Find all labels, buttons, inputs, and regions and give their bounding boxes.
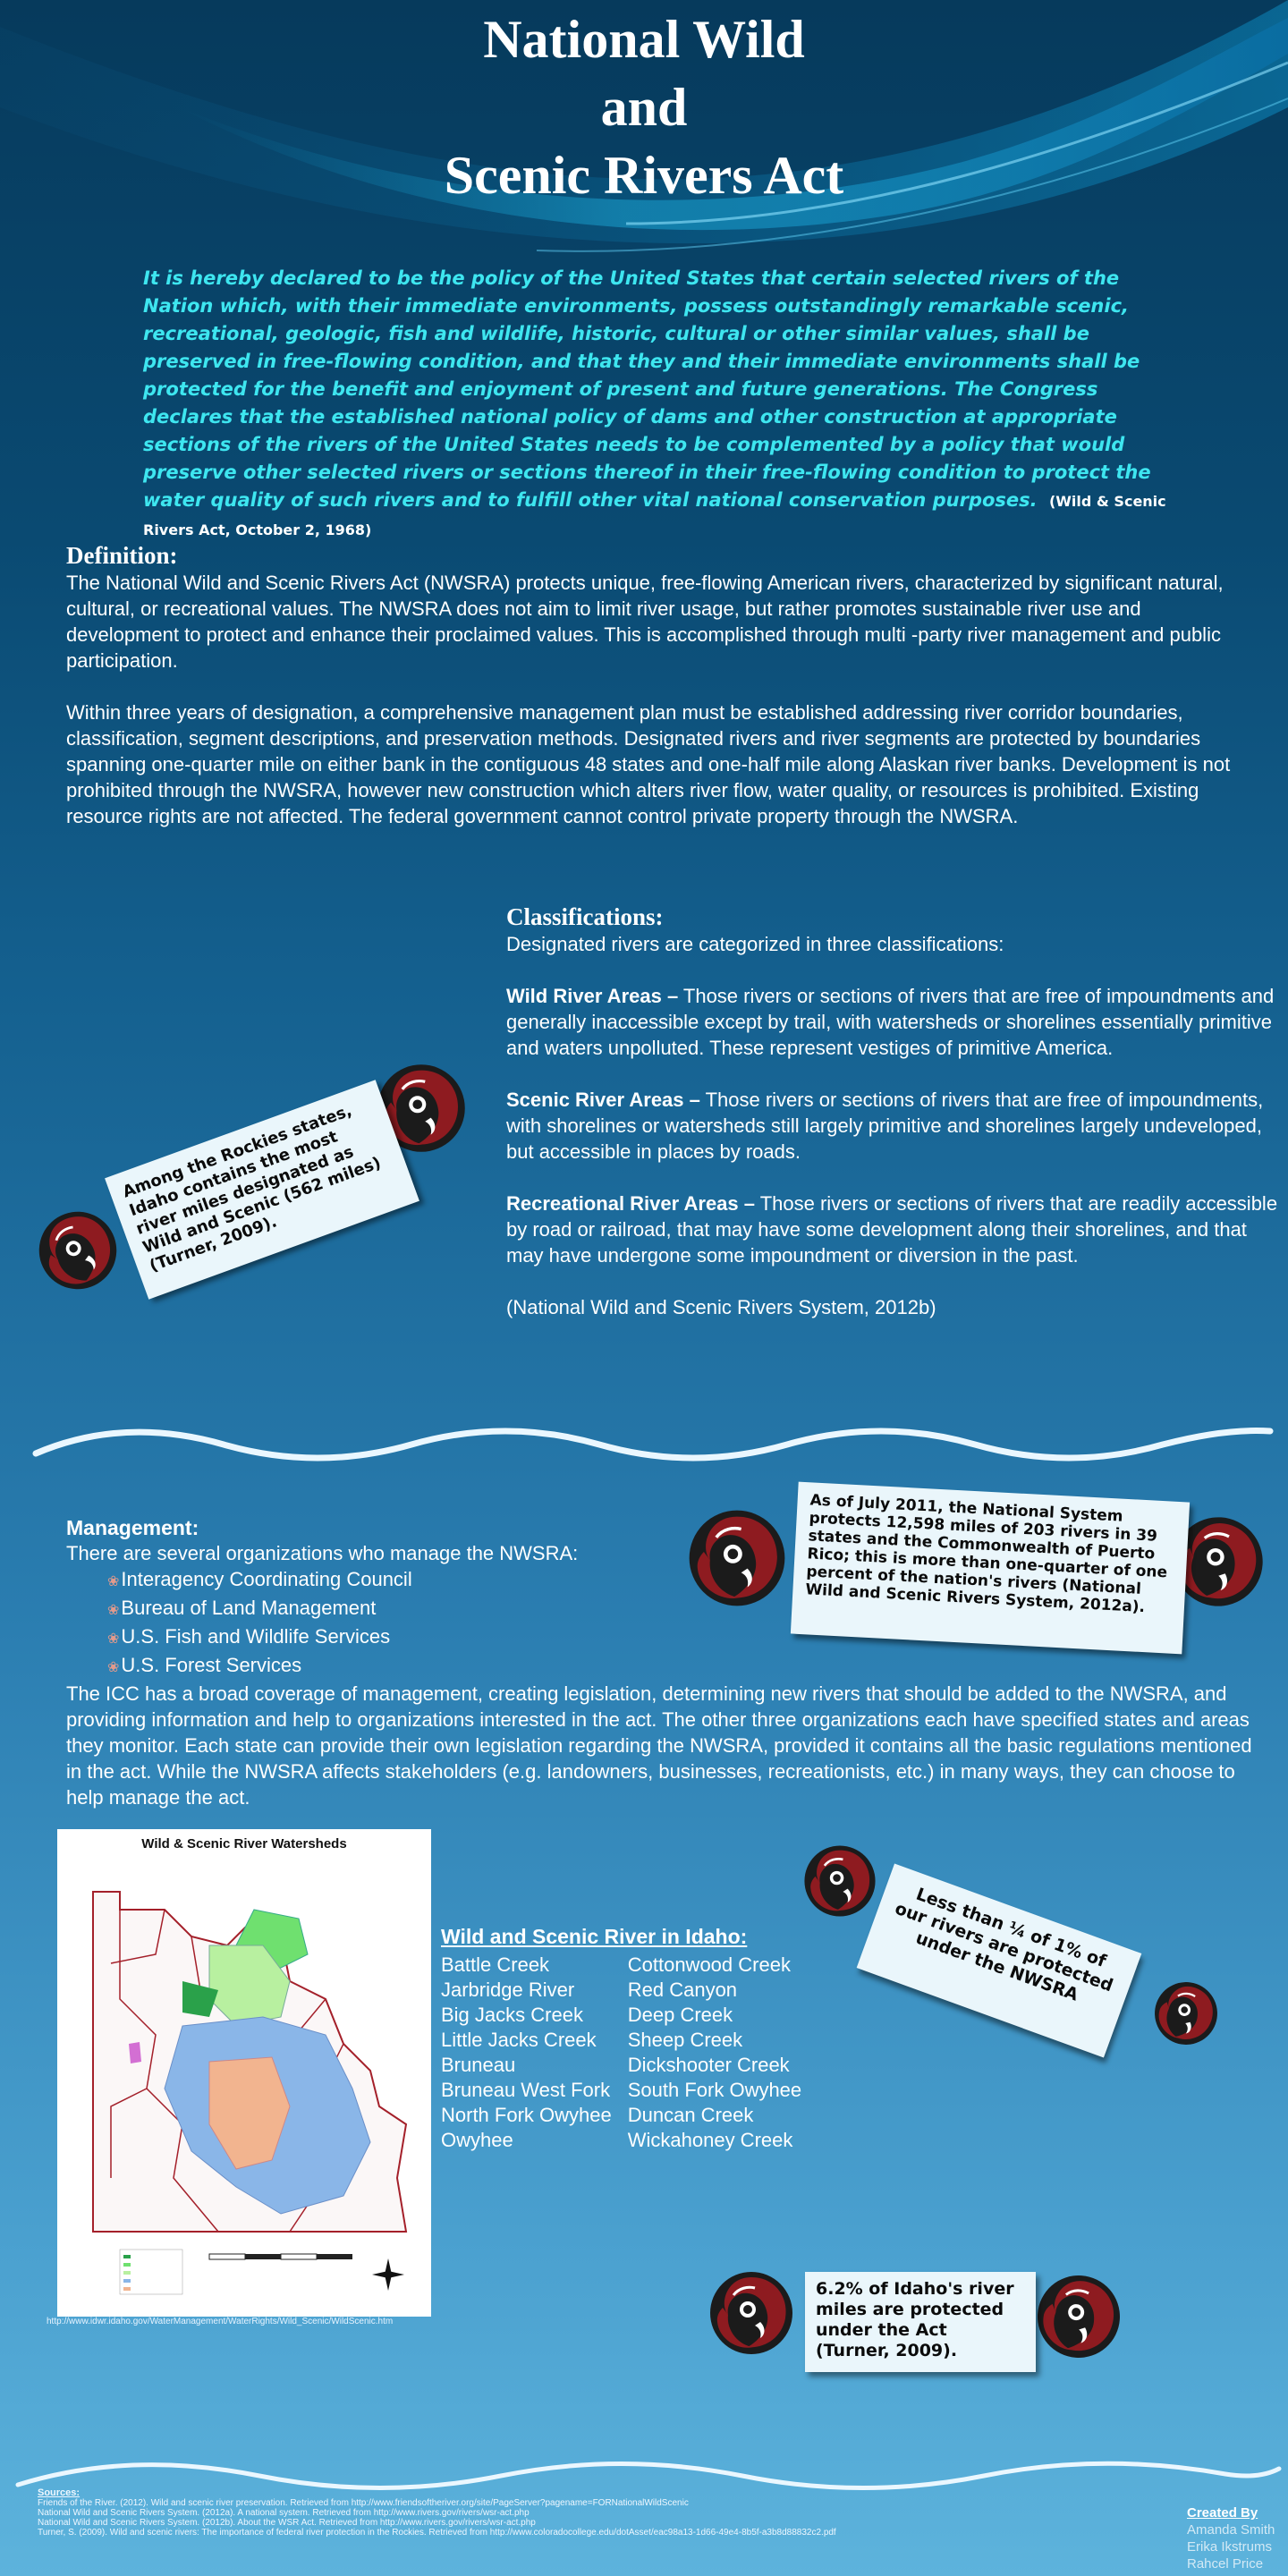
table-row <box>441 2103 818 2128</box>
classification-label: Scenic River Areas – <box>506 1089 700 1111</box>
river-name: Bruneau West Fork <box>441 2079 611 2101</box>
idaho-rivers-heading: Wild and Scenic River in Idaho: <box>441 1925 748 1948</box>
river-name: Wickahoney Creek <box>627 2129 793 2151</box>
river-name: Battle Creek <box>441 1953 550 1976</box>
classifications-citation: (National Wild and Scenic Rivers System, 2012b) <box>506 1296 936 1318</box>
north-arrow-icon <box>370 2257 406 2292</box>
management-body: The ICC has a broad coverage of management, creating legislation, determining new rivers that should be added to the NWSRA, and providing information and help to organizations interested in the act. The other three organizations each have specified states and areas they monitor. Each state can provide their own legislation regarding the NWSRA, provided it contains all the basic regulations mentioned in the act. While the NWSRA affects stakeholders (e.g. landowners, businesses, recreationists, etc.) in many ways, they can choose to help manage the act. <box>66 1682 1252 1809</box>
table-row <box>441 2128 818 2153</box>
table-row <box>441 2003 818 2028</box>
credits-heading: Created By <box>1187 2505 1258 2521</box>
classification-wild <box>506 983 1284 1061</box>
author-name: Amanda Smith <box>1187 2522 1275 2538</box>
page-title <box>0 5 1288 209</box>
river-name: Bruneau <box>441 2054 516 2076</box>
table-row <box>441 2078 818 2103</box>
author-name: Rahcel Price <box>1187 2556 1264 2572</box>
salmon-emblem-icon <box>707 2268 796 2358</box>
organization-name: U.S. Forest Services <box>121 1654 302 1676</box>
map-title: Wild & Scenic River Watersheds <box>141 1836 347 1852</box>
classifications-intro: Designated rivers are categorized in three classifications: <box>506 933 1004 955</box>
definition-section <box>66 542 1247 829</box>
river-name: Sheep Creek <box>627 2029 743 2051</box>
source-entry: Friends of the River. (2012). Wild and scenic river preservation. Retrieved from http://www.friendsoftheriver.org/site/PageServer?pagename=FORNationalWildScenic <box>38 2498 689 2508</box>
list-item <box>107 1623 1256 1652</box>
idaho-rivers-section <box>441 1925 843 2153</box>
sources-section <box>38 2488 1156 2538</box>
table-row <box>441 1953 818 1978</box>
list-item <box>107 1566 1256 1595</box>
declaration-citation: (Wild & Scenic Rivers Act, October 2, 1968) <box>143 493 1166 538</box>
callout-less-than: Less than ¼ of 1% of our rivers are protected under the NWSRA <box>857 1863 1142 2057</box>
title-line-1: National Wild <box>483 10 805 69</box>
flower-bullet-icon: ❀ <box>107 1660 120 1675</box>
policy-declaration <box>143 265 1172 544</box>
map-source-url: http://www.idwr.idaho.gov/WaterManagement/WaterRights/Wild_Scenic/WildScenic.htm <box>47 2317 394 2326</box>
watershed-map <box>57 1829 431 2317</box>
river-name: North Fork Owyhee <box>441 2104 612 2126</box>
classification-label: Recreational River Areas – <box>506 1192 755 1215</box>
river-name: Dickshooter Creek <box>627 2054 790 2076</box>
classification-text: Those rivers or sections of rivers that are free of impoundments, with shorelines or watersheds still largely primitive and shorelines largely undeveloped, but accessible in places by roads. <box>506 1089 1264 1163</box>
classifications-heading: Classifications: <box>506 903 664 930</box>
callout-idaho-percentage: 6.2% of Idaho's river miles are protected under the Act (Turner, 2009). <box>805 2272 1036 2372</box>
list-item <box>107 1595 1256 1623</box>
wave-divider <box>0 1422 1288 1467</box>
river-name: Duncan Creek <box>627 2104 754 2126</box>
definition-paragraph-2: Within three years of designation, a comprehensive management plan must be established addressing river corridor boundaries, classification, segment descriptions, and preservation methods. Designated rivers and river segments are protected by boundaries spanning one-quarter mile on either bank in the contiguous 48 states and one-half mile along Alaskan river banks. Development is not prohibited through the NWSRA, however new construction which alters river flow, water quality, or resources is prohibited. Existing resource rights are not affected. The federal government cannot control private property through the NWSRA. <box>66 701 1231 827</box>
callout-rockies: Among the Rockies states, Idaho contains the most river miles designated as Wild and Scenic (562 miles) (Turner, 2009). <box>105 1080 419 1299</box>
river-name: Deep Creek <box>627 2004 733 2026</box>
sources-heading: Sources: <box>38 2487 80 2498</box>
management-intro: There are several organizations who manage the NWSRA: <box>66 1542 579 1564</box>
river-name: Big Jacks Creek <box>441 2004 583 2026</box>
classification-scenic <box>506 1087 1284 1165</box>
definition-paragraph-1: The National Wild and Scenic Rivers Act (NWSRA) protects unique, free-flowing American rivers, characterized by significant natural, cultural, or recreational values. The NWSRA does not aim to limit river usage, but rather promotes sustainable river use and development to protect and enhance their proclaimed values. This is accomplished through multi -party river management and public participation. <box>66 572 1224 672</box>
salmon-emblem-icon <box>1152 1975 1220 2052</box>
idaho-rivers-table <box>441 1953 818 2153</box>
river-name: South Fork Owyhee <box>627 2079 802 2101</box>
source-entry: Turner, S. (2009). Wild and scenic rivers: The importance of federal river protection in the Rockies. Retrieved from http://www.coloradocollege.edu/dotAsset/eac98a13-1d66-49e4-8b5f-a3b8d88832c2.pdf <box>38 2528 836 2538</box>
list-item <box>107 1652 1256 1681</box>
river-name: Cottonwood Creek <box>627 1953 791 1976</box>
table-row <box>441 1978 818 2003</box>
classifications-section <box>506 903 1284 1346</box>
author-name: Erika Ikstrums <box>1187 2539 1273 2555</box>
declaration-text: It is hereby declared to be the policy of the United States that certain selected rivers of the Nation which, with their immediate environments, possess outstandingly remarkable scenic, recreational, geologic, fish and wildlife, historic, cultural or other similar values, shall be preserved in free-flowing condition, and that they and their immediate environments shall be protected for the benefit and enjoyment of present and future generations. The Congress declares that the established national policy of dams and other construction at appropriate sections of the rivers of the United States needs to be complemented by a policy that would preserve other selected rivers or sections thereof in their free-flowing condition to protect the water quality of such rivers and to fulfill other vital national conservation purposes. <box>143 267 1151 511</box>
idaho-map-graphic <box>57 1856 431 2317</box>
table-row <box>441 2028 818 2053</box>
classification-text: Those rivers or sections of rivers that are free of impoundments and generally inaccessible except by trail, with watersheds or shorelines essentially primitive and waters unpolluted. These represent vestiges of primitive America. <box>506 985 1275 1059</box>
salmon-emblem-icon <box>1034 2272 1123 2361</box>
river-name: Owyhee <box>441 2129 513 2151</box>
title-line-2: and <box>600 78 688 137</box>
flower-bullet-icon: ❀ <box>107 1631 120 1647</box>
definition-heading: Definition: <box>66 542 178 569</box>
organization-name: Interagency Coordinating Council <box>121 1568 412 1590</box>
river-name: Little Jacks Creek <box>441 2029 597 2051</box>
flower-bullet-icon: ❀ <box>107 1574 120 1589</box>
organization-list <box>66 1566 1256 1681</box>
table-row <box>441 2053 818 2078</box>
organization-name: Bureau of Land Management <box>121 1597 377 1619</box>
salmon-emblem-icon <box>36 1204 120 1297</box>
salmon-emblem-icon <box>801 1843 878 1919</box>
management-section <box>66 1516 1256 1810</box>
river-name: Red Canyon <box>627 1979 738 2001</box>
callout-july-2011: As of July 2011, the National System protects 12,598 miles of 203 rivers in 39 states and the Commonwealth of Puerto Rico; this is more than one-quarter of one percent of the nation's rivers (National Wild and Scenic Rivers System, 2012a). <box>791 1482 1190 1655</box>
classification-label: Wild River Areas – <box>506 985 679 1007</box>
source-entry: National Wild and Scenic Rivers System. (2012b). About the WSR Act. Retrieved from http://www.rivers.gov/rivers/wsr-act.php <box>38 2518 536 2528</box>
classification-recreational <box>506 1191 1284 1268</box>
title-line-3: Scenic Rivers Act <box>444 146 844 205</box>
credits-section <box>1187 2504 1275 2572</box>
classification-text: Those rivers or sections of rivers that are readily accessible by road or railroad, that may have some development along their shorelines, and that may have undergone some impoundment or diversion in the past. <box>506 1192 1278 1267</box>
river-name: Jarbridge River <box>441 1979 575 2001</box>
flower-bullet-icon: ❀ <box>107 1603 120 1618</box>
organization-name: U.S. Fish and Wildlife Services <box>121 1625 391 1648</box>
management-heading: Management: <box>66 1516 199 1539</box>
source-entry: National Wild and Scenic Rivers System. (2012a). A national system. Retrieved from http://www.rivers.gov/rivers/wsr-act.php <box>38 2508 530 2518</box>
